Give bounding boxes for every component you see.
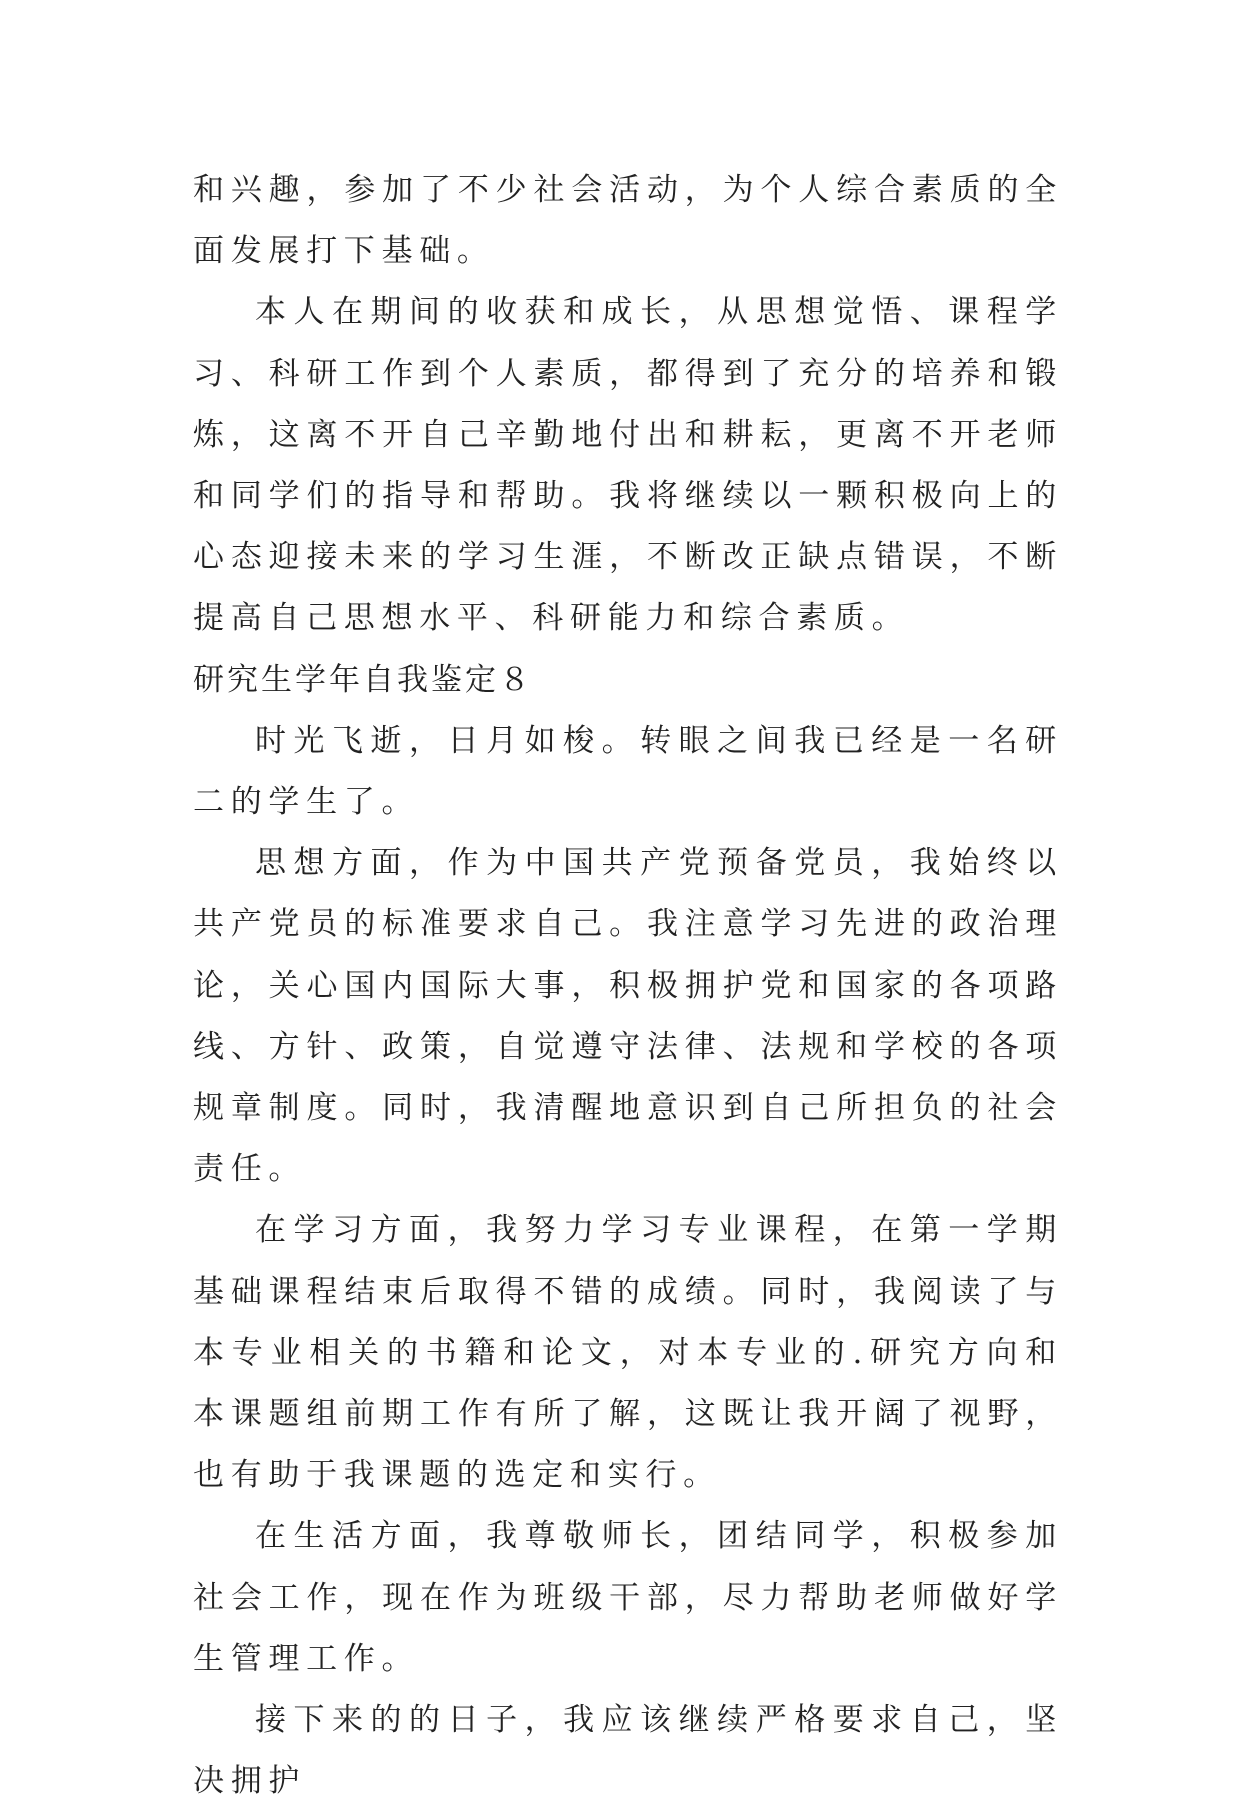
- paragraph-5: 在学习方面，我努力学习专业课程，在第一学期基础课程结束后取得不错的成绩。同时，我阅读了与本专业相关的书籍和论文，对本专业的.研究方向和本课题组前期工作有所了解，这既让我开阔了视野，也有助于我课题的选定和实行。: [193, 1212, 1063, 1494]
- paragraph-3: 时光飞逝，日月如梭。转眼之间我已经是一名研二的学生了。: [193, 722, 1063, 821]
- paragraph-4: 思想方面，作为中国共产党预备党员，我始终以共产党员的标准要求自己。我注意学习先进的政治理论，关心国内国际大事，积极拥护党和国家的各项路线、方针、政策，自觉遵守法律、法规和学校的各项规章制度。同时，我清醒地意识到自己所担负的社会责任。: [193, 845, 1063, 1188]
- paragraph-2: 本人在期间的收获和成长，从思想觉悟、课程学习、科研工作到个人素质，都得到了充分的培养和锻炼，这离不开自己辛勤地付出和耕耘，更离不开老师和同学们的指导和帮助。我将继续以一颗积极向上的心态迎接未来的学习生涯，不断改正缺点错误，不断提高自己思想水平、科研能力和综合素质。: [193, 294, 1063, 637]
- paragraph-7: 接下来的的日子，我应该继续严格要求自己，坚决拥护: [193, 1702, 1063, 1800]
- paragraph-1: 和兴趣，参加了不少社会活动，为个人综合素质的全面发展打下基础。: [193, 172, 1063, 270]
- document-page: [193, 160, 1063, 1812]
- paragraph-6: 在生活方面，我尊敬师长，团结同学，积极参加社会工作，现在作为班级干部，尽力帮助老师做好学生管理工作。: [193, 1518, 1063, 1677]
- section-heading: 研究生学年自我鉴定８: [193, 661, 533, 698]
